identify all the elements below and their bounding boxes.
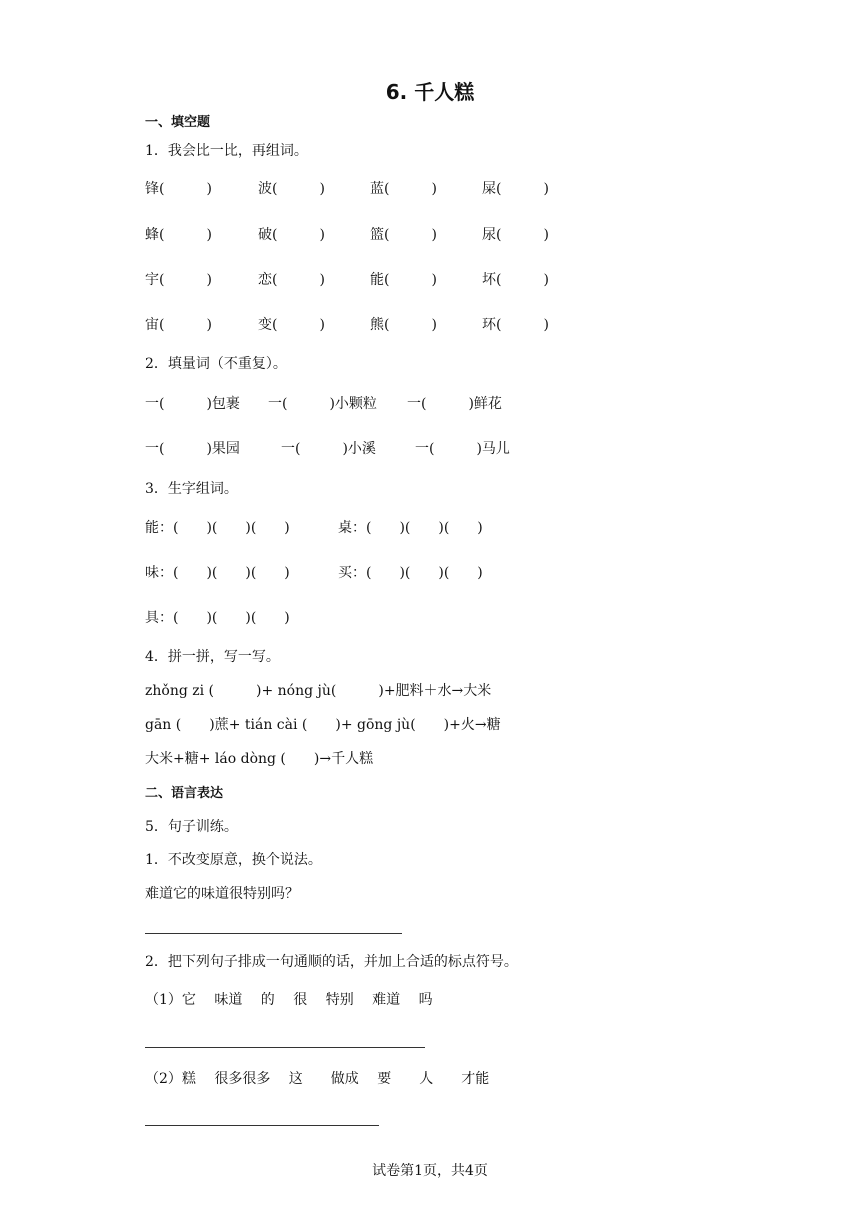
compare-cell: 宇( ) <box>145 272 212 288</box>
compare-cell: 宙( ) <box>145 317 212 333</box>
word-group-item: 桌：( )( )( ) <box>338 520 483 536</box>
answer-line[interactable] <box>145 1125 379 1126</box>
page-footer: 试卷第1页，共4页 <box>372 1163 488 1179</box>
sub-question-1: 1．不改变原意，换个说法。 <box>145 852 322 868</box>
answer-line[interactable] <box>145 1047 425 1048</box>
answer-line[interactable] <box>145 933 402 934</box>
question-1-prompt: 1．我会比一比，再组词。 <box>145 143 308 159</box>
word-group-item: 买：( )( )( ) <box>338 565 483 581</box>
pinyin-line: 大米+糖+ láo dòng ( )→千人糕 <box>145 751 374 767</box>
compare-cell: 坏( ) <box>482 272 549 288</box>
compare-cell: 蓝( ) <box>370 181 437 197</box>
compare-cell: 环( ) <box>482 317 549 333</box>
measure-word-item: 一( )小颗粒 <box>268 396 377 412</box>
compare-cell: 尿( ) <box>482 227 549 243</box>
word-group-item: 能：( )( )( ) <box>145 520 290 536</box>
compare-cell: 锋( ) <box>145 181 212 197</box>
measure-word-item: 一( )鲜花 <box>407 396 502 412</box>
question-4-prompt: 4．拼一拼，写一写。 <box>145 649 280 665</box>
compare-cell: 屎( ) <box>482 181 549 197</box>
section-heading-fill-blank: 一、填空题 <box>145 115 211 130</box>
compare-cell: 恋( ) <box>258 272 325 288</box>
measure-word-item: 一( )小溪 <box>281 441 376 457</box>
section-heading-expression: 二、语言表达 <box>145 786 224 801</box>
pinyin-line: zhǒng zi ( )+ nóng jù( )+肥料＋水→大米 <box>145 683 492 699</box>
reorder-item-1: （1）它 味道 的 很 特别 难道 吗 <box>145 992 433 1008</box>
sub-question-2: 2．把下列句子排成一句通顺的话，并加上合适的标点符号。 <box>145 954 518 970</box>
question-3-prompt: 3．生字组词。 <box>145 481 238 497</box>
question-2-prompt: 2．填量词（不重复）。 <box>145 356 287 372</box>
word-group-item: 具：( )( )( ) <box>145 610 290 626</box>
measure-word-item: 一( )包裹 <box>145 396 240 412</box>
measure-word-item: 一( )果园 <box>145 441 240 457</box>
question-5-prompt: 5．句子训练。 <box>145 819 238 835</box>
compare-cell: 变( ) <box>258 317 325 333</box>
compare-cell: 破( ) <box>258 227 325 243</box>
word-group-item: 味：( )( )( ) <box>145 565 290 581</box>
compare-cell: 熊( ) <box>370 317 437 333</box>
compare-cell: 能( ) <box>370 272 437 288</box>
page-title: 6. 千人糕 <box>385 80 475 104</box>
compare-cell: 蜂( ) <box>145 227 212 243</box>
reorder-item-2: （2）糕 很多很多 这 做成 要 人 才能 <box>145 1071 490 1087</box>
compare-cell: 篮( ) <box>370 227 437 243</box>
pinyin-line: gān ( )蔗+ tián cài ( )+ gōng jù( )+火→糖 <box>145 717 501 733</box>
measure-word-item: 一( )马儿 <box>415 441 510 457</box>
sample-sentence: 难道它的味道很特别吗？ <box>145 886 299 902</box>
compare-cell: 波( ) <box>258 181 325 197</box>
